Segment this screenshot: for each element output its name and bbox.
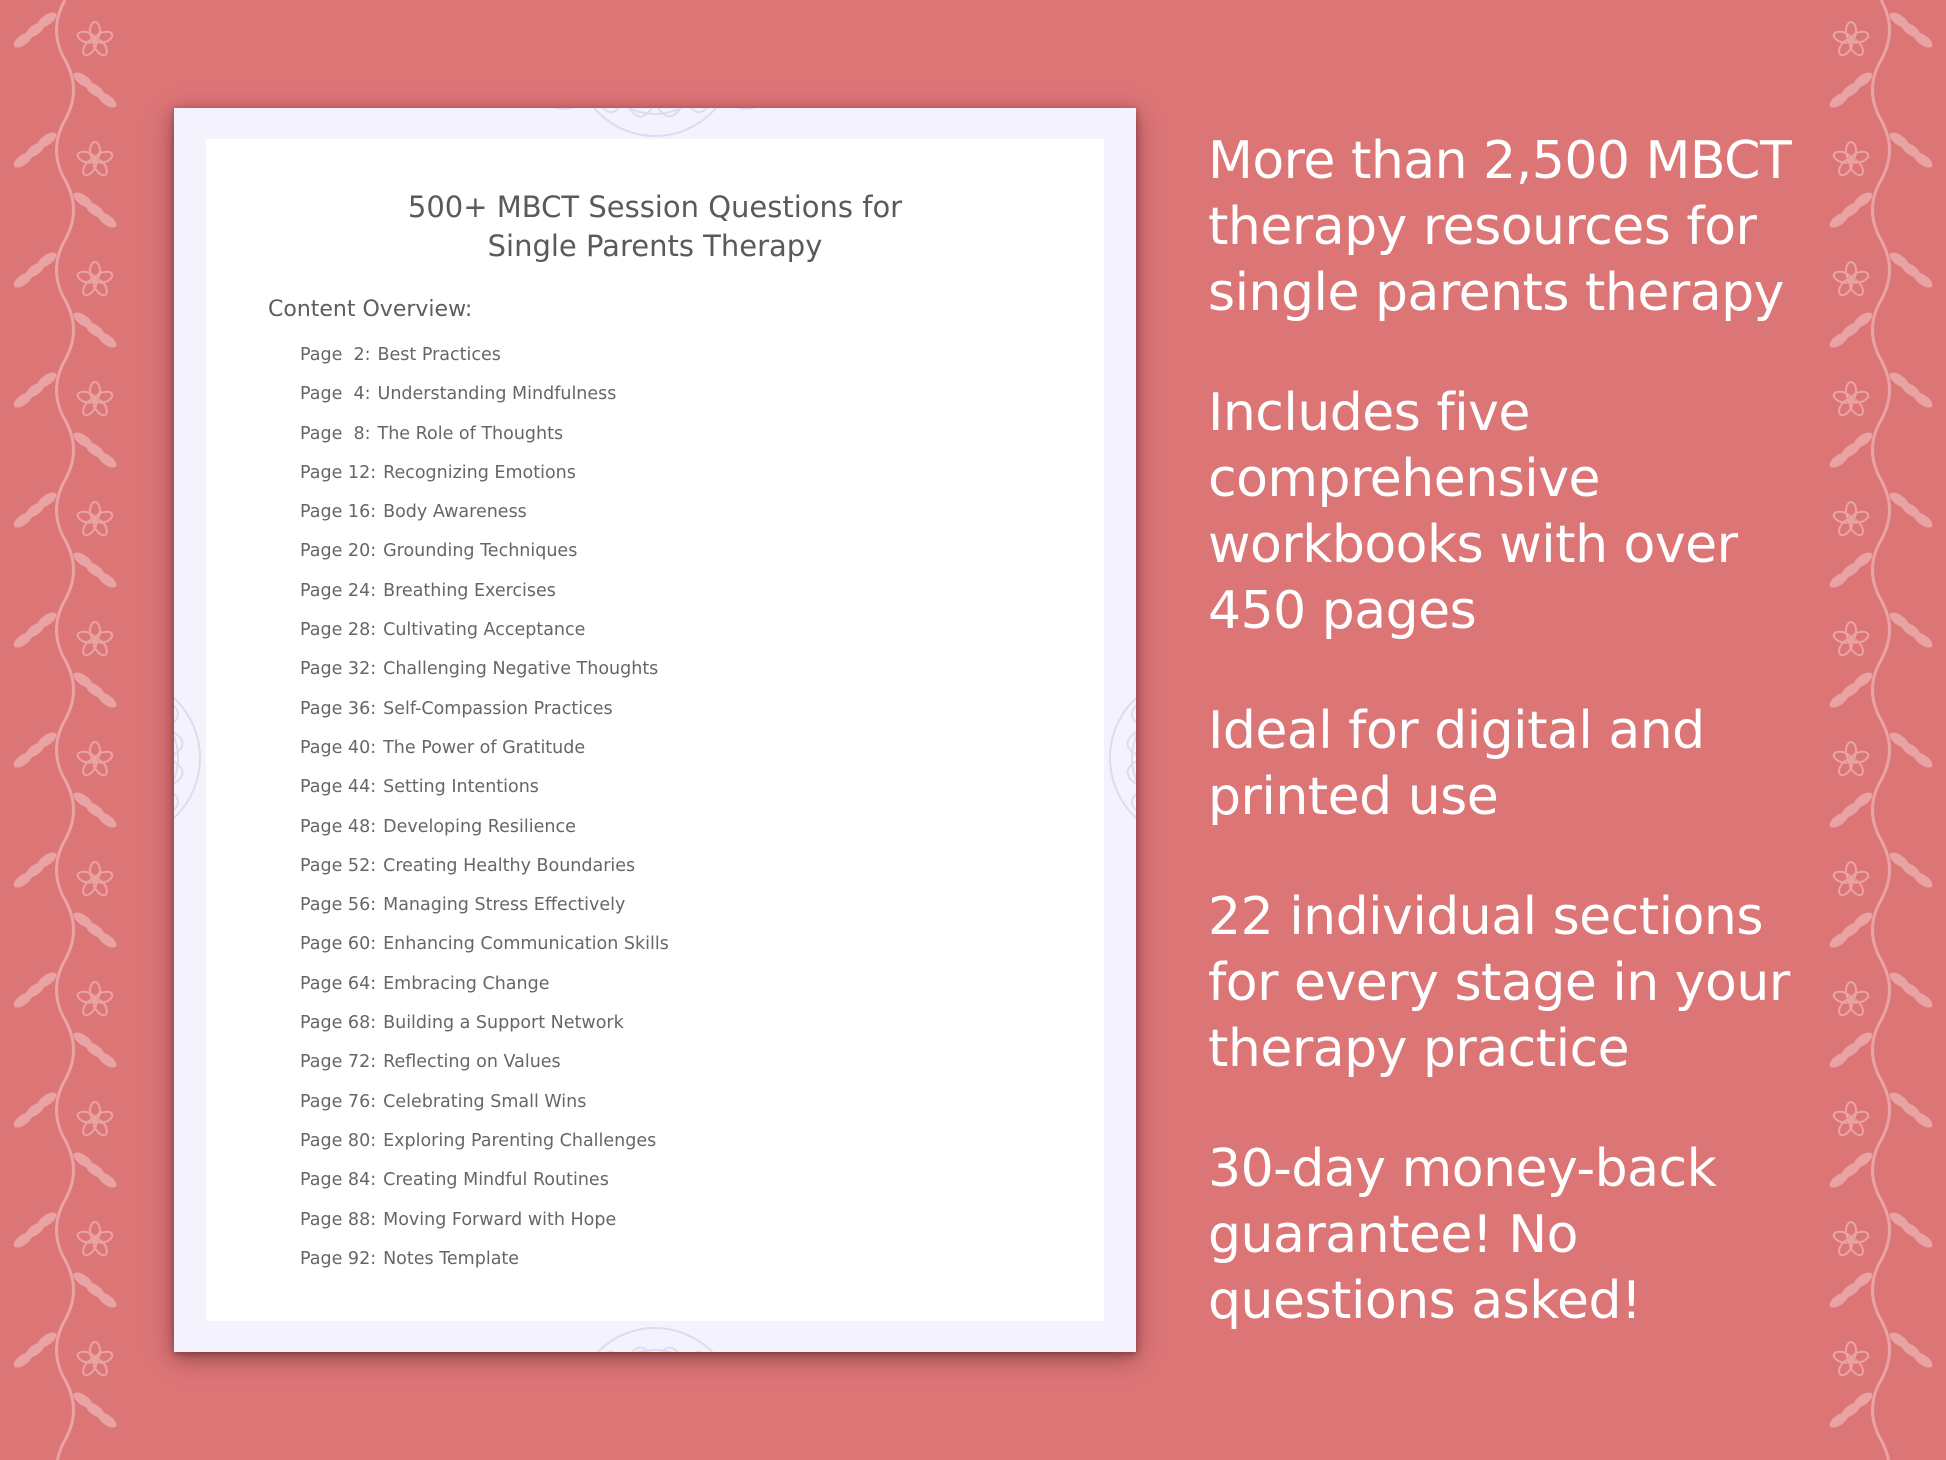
toc-page-number: Page 92:: [300, 1248, 377, 1269]
toc-page-number: Page 12:: [300, 462, 377, 483]
toc-page-number: Page 8:: [300, 423, 371, 444]
toc-page-number: Page 32:: [300, 659, 377, 680]
toc-page-number: Page 4:: [300, 384, 371, 405]
document-page: [206, 139, 1104, 1321]
feature-workbooks: Includes five comprehensive workbooks with over 450 pages: [1208, 383, 1738, 641]
toc-entry: [300, 500, 669, 539]
toc-entry: [300, 815, 669, 854]
toc-entry: [300, 893, 669, 932]
toc-section-title: Creating Mindful Routines: [383, 1170, 609, 1191]
toc-section-title: Reflecting on Values: [383, 1052, 561, 1073]
toc-entry: [300, 1011, 669, 1050]
toc-entry: [300, 461, 669, 500]
feature-list: [1208, 128, 1828, 1388]
mandala-bottom-icon: [500, 1322, 810, 1352]
toc-entry: [300, 854, 669, 893]
toc-section-title: Grounding Techniques: [383, 541, 578, 562]
toc-entry: [300, 1247, 669, 1286]
toc-page-number: Page 76:: [300, 1091, 377, 1112]
toc-section-title: Celebrating Small Wins: [383, 1091, 587, 1112]
toc-entry: [300, 1129, 669, 1168]
toc-entry: [300, 1168, 669, 1207]
toc-page-number: Page 2:: [300, 345, 371, 365]
toc-section-title: Best Practices: [377, 345, 501, 365]
toc-entry: [300, 972, 669, 1011]
toc-section-title: Self-Compassion Practices: [383, 698, 613, 719]
toc-page-number: Page 40:: [300, 737, 377, 758]
toc-section-title: Moving Forward with Hope: [383, 1209, 617, 1230]
toc-page-number: Page 44:: [300, 777, 377, 798]
toc-page-number: Page 24:: [300, 580, 377, 601]
document-preview: [174, 108, 1136, 1352]
feature-resources: More than 2,500 MBCT therapy resources for single parents therapy: [1208, 131, 1792, 323]
toc-entry: [300, 697, 669, 736]
toc-entry: [300, 736, 669, 775]
toc-page-number: Page 68:: [300, 1013, 377, 1034]
toc-page-number: Page 36:: [300, 698, 377, 719]
toc-entry: [300, 422, 669, 461]
toc-entry: [300, 1090, 669, 1129]
content-overview-label: Content Overview:: [268, 297, 473, 322]
toc-section-title: Breathing Exercises: [383, 580, 556, 601]
toc-page-number: Page 48:: [300, 816, 377, 837]
toc-entry: [300, 932, 669, 971]
toc-section-title: Enhancing Communication Skills: [383, 934, 669, 955]
toc-section-title: Managing Stress Effectively: [383, 895, 626, 916]
toc-section-title: Understanding Mindfulness: [377, 384, 617, 405]
toc-page-number: Page 16:: [300, 502, 377, 523]
feature-guarantee: 30-day money-back guarantee! No questions asked!: [1208, 1139, 1717, 1331]
document-title-line-2: Single Parents Therapy: [487, 229, 823, 263]
toc-page-number: Page 20:: [300, 541, 377, 562]
mandala-top-icon: [500, 108, 810, 142]
floral-vine-decoration-left: [0, 0, 130, 1460]
toc-entry: [300, 343, 669, 382]
toc-section-title: Recognizing Emotions: [383, 462, 576, 483]
toc-page-number: Page 80:: [300, 1130, 377, 1151]
toc-entry: [300, 382, 669, 421]
toc-section-title: Body Awareness: [383, 502, 527, 523]
floral-vine-decoration-right: [1816, 0, 1946, 1460]
toc-section-title: Developing Resilience: [383, 816, 576, 837]
toc-entry: [300, 1208, 669, 1247]
mandala-left-icon: [174, 608, 206, 908]
toc-entry: [300, 1050, 669, 1089]
toc-section-title: Cultivating Acceptance: [383, 620, 586, 641]
table-of-contents: [300, 343, 669, 1286]
toc-section-title: Notes Template: [383, 1248, 520, 1269]
toc-page-number: Page 88:: [300, 1209, 377, 1230]
toc-page-number: Page 28:: [300, 620, 377, 641]
toc-page-number: Page 56:: [300, 895, 377, 916]
feature-digital-printed: Ideal for digital and printed use: [1208, 701, 1705, 827]
toc-section-title: The Power of Gratitude: [383, 737, 586, 758]
toc-section-title: Setting Intentions: [383, 777, 539, 798]
toc-page-number: Page 60:: [300, 934, 377, 955]
toc-section-title: Challenging Negative Thoughts: [383, 659, 659, 680]
toc-section-title: The Role of Thoughts: [377, 423, 564, 444]
toc-page-number: Page 52:: [300, 855, 377, 876]
toc-page-number: Page 84:: [300, 1170, 377, 1191]
feature-sections: 22 individual sections for every stage in your therapy practice: [1208, 887, 1790, 1079]
toc-entry: [300, 775, 669, 814]
toc-page-number: Page 64:: [300, 973, 377, 994]
mandala-right-icon: [1104, 608, 1136, 908]
toc-section-title: Creating Healthy Boundaries: [383, 855, 636, 876]
toc-entry: [300, 657, 669, 696]
toc-entry: [300, 618, 669, 657]
toc-section-title: Building a Support Network: [383, 1013, 624, 1034]
toc-section-title: Exploring Parenting Challenges: [383, 1130, 657, 1151]
document-title-line-1: 500+ MBCT Session Questions for: [407, 190, 903, 224]
toc-section-title: Embracing Change: [383, 973, 550, 994]
toc-entry: [300, 539, 669, 578]
toc-page-number: Page 72:: [300, 1052, 377, 1073]
toc-entry: [300, 579, 669, 618]
